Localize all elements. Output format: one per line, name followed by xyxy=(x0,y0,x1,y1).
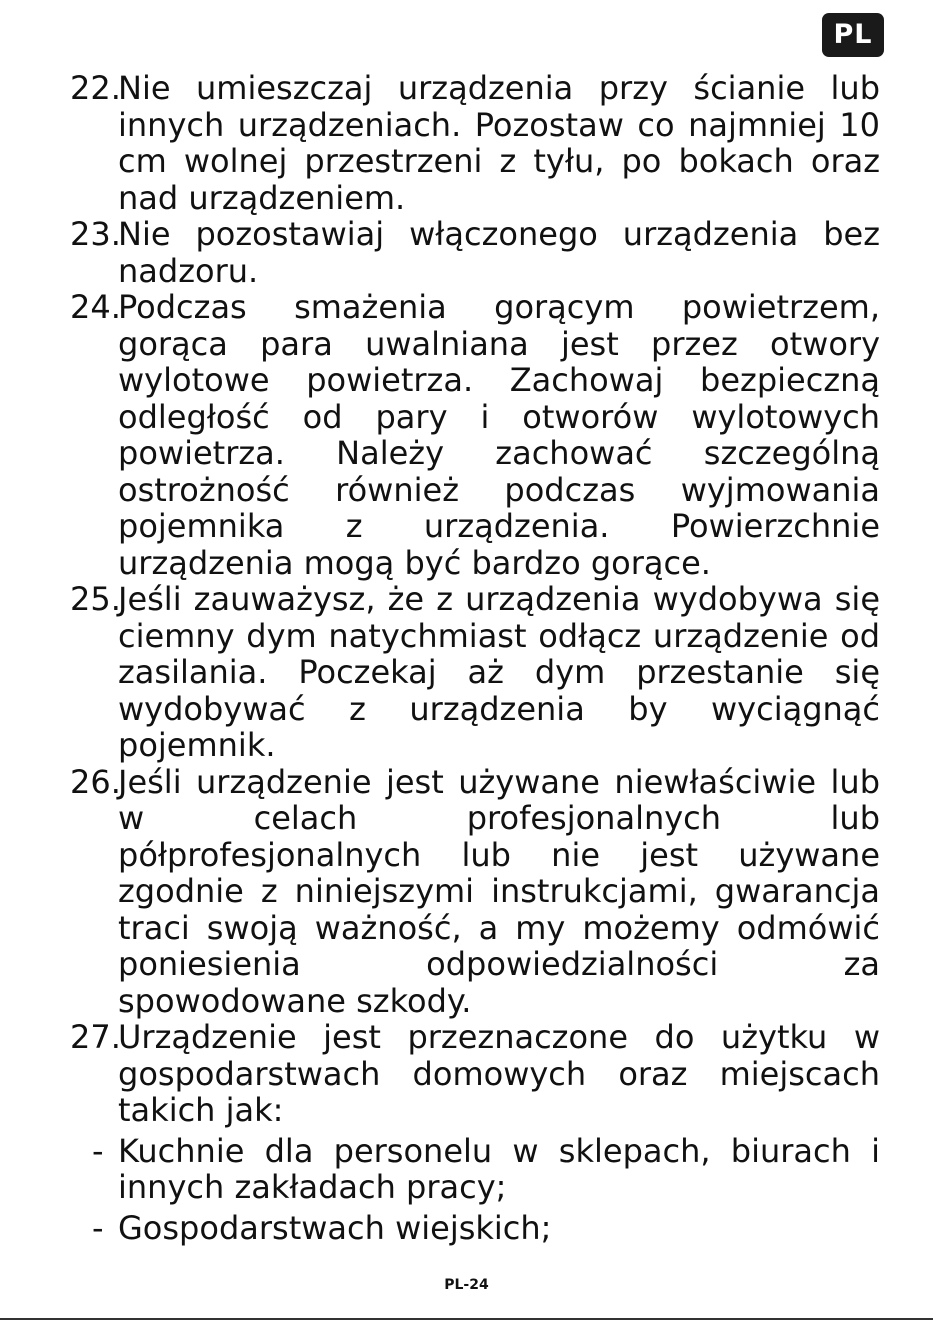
sub-item-text: Kuchnie dla personelu w sklepach, biurach i innych zakładach pracy; xyxy=(118,1131,880,1206)
item-number: 23. xyxy=(70,215,121,253)
item-number: 27. xyxy=(70,1018,121,1056)
item-number: 26. xyxy=(70,762,121,801)
item-number: 25. xyxy=(70,580,121,618)
sub-item-text: Gospodarstwach wiejskich; xyxy=(118,1208,552,1247)
item-number: 24. xyxy=(70,288,121,326)
instruction-item-27 xyxy=(70,1019,880,1129)
item-text: Nie umieszczaj urządzenia przy ścianie lub innych urządzeniach. Pozostaw co najmniej 10 cm wolnej przestrzeni z tyłu, po bokach oraz nad urządzeniem. xyxy=(118,69,880,217)
item-text: Podczas smażenia gorącym powietrzem, gorąca para uwalniana jest przez otwory wylotowe powietrza. Zachowaj bezpieczną odległość od pary i otworów wylotowych powietrza. Należy zachować szczególną ostrożność również podczas wyjmowania pojemnika z urządzenia. Powierzchnie urządzenia mogą być bardzo gorące. xyxy=(118,288,880,582)
instruction-item-26 xyxy=(70,764,880,1020)
item-number: 22. xyxy=(70,69,121,107)
instruction-item-24 xyxy=(70,289,880,581)
instruction-item-22 xyxy=(70,70,880,216)
instructions-list xyxy=(70,70,880,1246)
language-badge: PL xyxy=(822,13,884,57)
sub-item-dash: - xyxy=(92,1131,104,1170)
instruction-item-25 xyxy=(70,581,880,764)
sub-item-staff-kitchens xyxy=(70,1133,880,1206)
instruction-item-23 xyxy=(70,216,880,289)
item-text: Jeśli urządzenie jest używane niewłaściwie lub w celach profesjonalnych lub półprofesjonalnych lub nie jest używane zgodnie z niniejszymi instrukcjami, gwarancja traci swoją ważność, a my możemy odmówić poniesienia odpowiedzialności za spowodowane szkody. xyxy=(118,762,880,1020)
item-text: Urządzenie jest przeznaczone do użytku w gospodarstwach domowych oraz miejscach takich jak: xyxy=(118,1018,880,1129)
sub-item-dash: - xyxy=(92,1208,104,1247)
item-text: Jeśli zauważysz, że z urządzenia wydobywa się ciemny dym natychmiast odłącz urządzenie od zasilania. Poczekaj aż dym przestanie się wydobywać z urządzenia by wyciągnąć pojemnik. xyxy=(118,580,880,764)
sub-item-farmhouses xyxy=(70,1210,880,1247)
bottom-divider xyxy=(0,1318,933,1320)
item-text: Nie pozostawiaj włączonego urządzenia bez nadzoru. xyxy=(118,215,880,290)
page-number: PL-24 xyxy=(444,1277,489,1293)
